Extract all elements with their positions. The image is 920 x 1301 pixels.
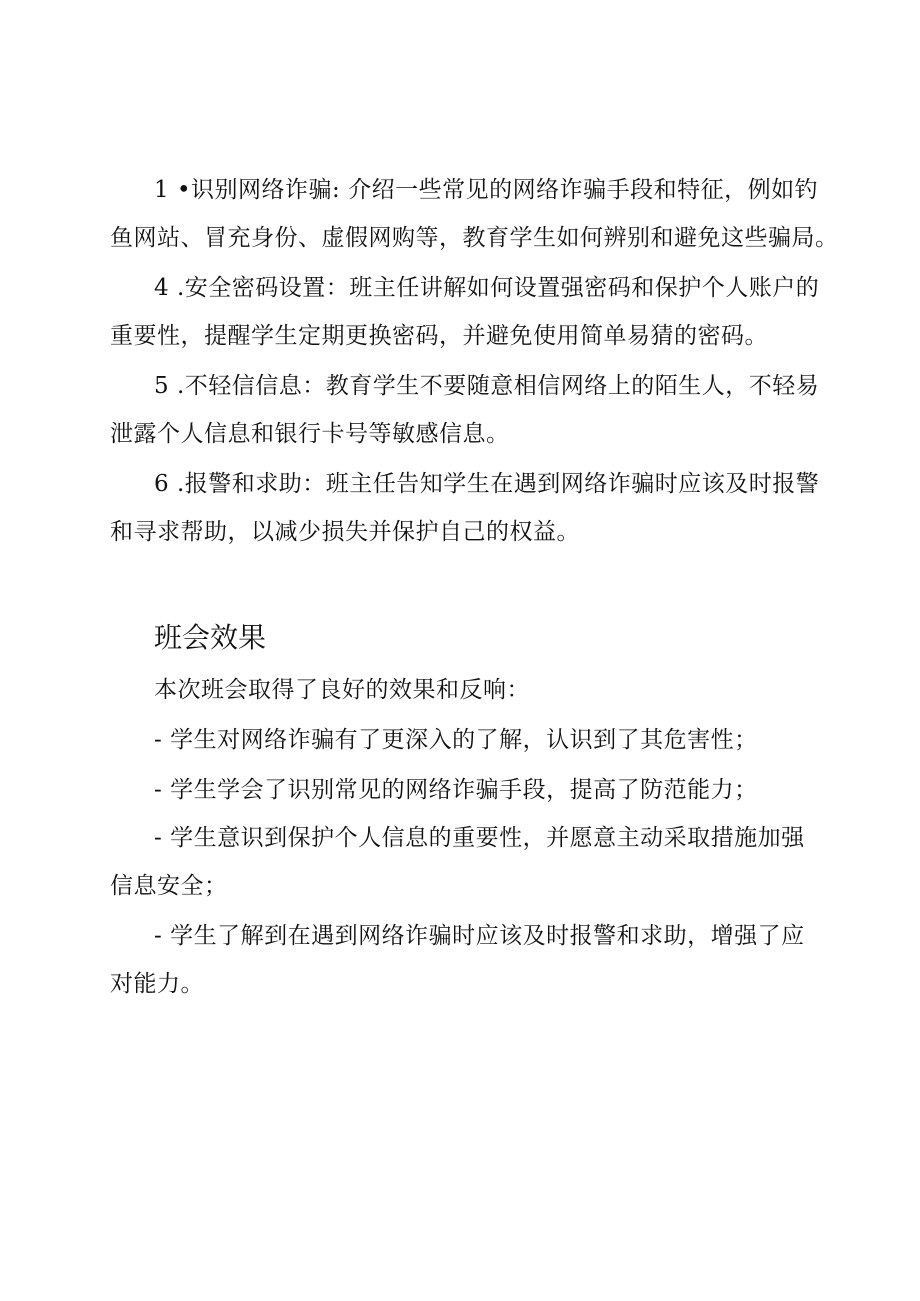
paragraph-line: 1 •识别网络诈骗: 介绍一些常见的网络诈骗手段和特征，例如钓 xyxy=(154,177,819,203)
paragraph-line: 重要性，提醒学生定期更换密码，并避免使用简单易猜的密码。 xyxy=(110,323,768,349)
paragraph-line: - 学生了解到在遇到网络诈骗时应该及时报警和求助，增强了应 xyxy=(154,923,805,949)
paragraph-line: 4 .安全密码设置：班主任讲解如何设置强密码和保护个人账户的 xyxy=(154,275,820,301)
paragraph-line: 5 .不轻信信息：教育学生不要随意相信网络上的陌生人，不轻易 xyxy=(154,373,820,399)
list-item-password-setup xyxy=(110,264,830,360)
paragraph-line: 6 .报警和求助：班主任告知学生在遇到网络诈骗时应该及时报警 xyxy=(154,471,820,497)
paragraph-line: 本次班会取得了良好的效果和反响： xyxy=(154,677,530,703)
paragraph-line: - 学生对网络诈骗有了更深入的了解，认识到了其危害性； xyxy=(154,727,758,753)
section-intro xyxy=(110,666,830,714)
paragraph-line: 和寻求帮助，以减少损失并保护自己的权益。 xyxy=(110,519,580,545)
effect-item-recognize xyxy=(110,766,830,814)
paragraph-line: - 学生意识到保护个人信息的重要性，并愿意主动采取措施加强 xyxy=(154,825,805,851)
paragraph-line: 泄露个人信息和银行卡号等敏感信息。 xyxy=(110,421,510,447)
list-item-report-help xyxy=(110,460,830,556)
paragraph-line: 对能力。 xyxy=(110,971,204,997)
paragraph-line: 信息安全； xyxy=(110,873,228,899)
list-item-dont-trust xyxy=(110,362,830,458)
section-heading: 班会效果 xyxy=(154,621,267,654)
effect-item-understanding xyxy=(110,716,830,764)
paragraph-line: 鱼网站、冒充身份、虚假网购等，教育学生如何辨别和避免这些骗局。 xyxy=(110,225,839,251)
list-item-identify-fraud xyxy=(110,166,839,262)
paragraph-line: - 学生学会了识别常见的网络诈骗手段，提高了防范能力； xyxy=(154,777,758,803)
effect-item-report xyxy=(110,912,830,1008)
effect-item-privacy xyxy=(110,814,830,910)
